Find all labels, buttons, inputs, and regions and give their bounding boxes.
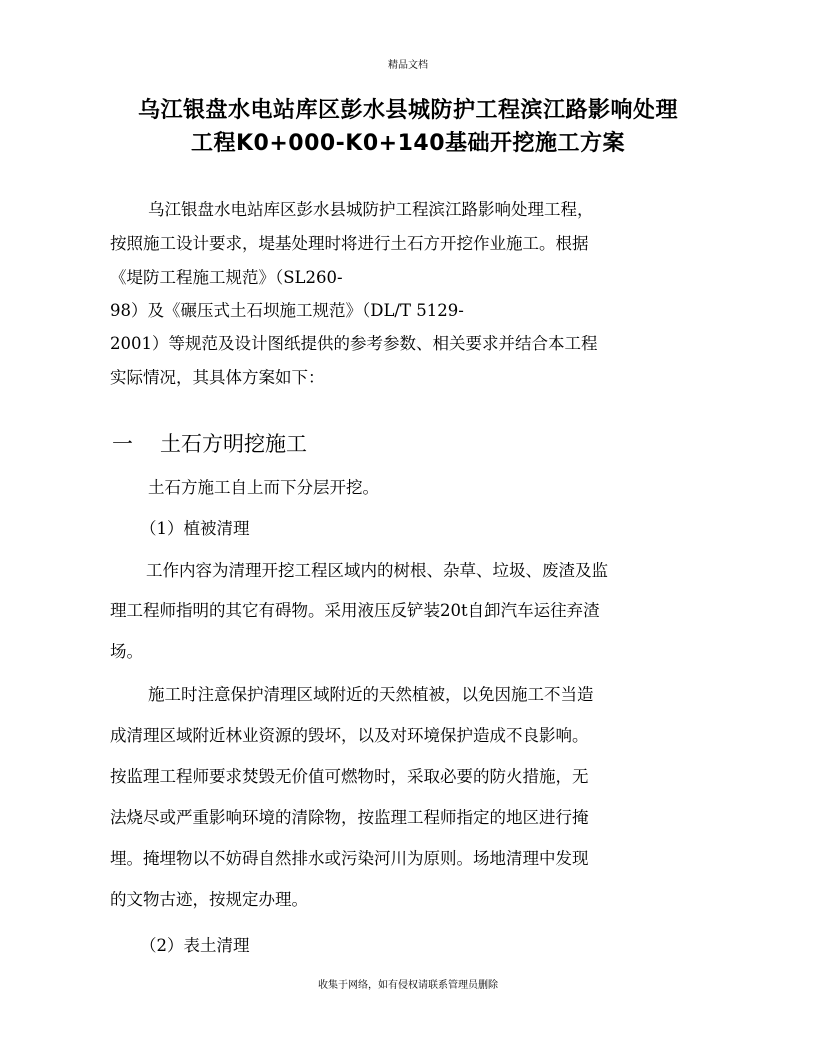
section-intro: 土石方施工自上而下分层开挖。 xyxy=(148,478,379,497)
paragraph-2-line: 按监理工程师要求焚毁无价值可燃物时，采取必要的防火措施，无 xyxy=(110,767,589,786)
paragraph-2-line: 法烧尽或严重影响环境的清除物，按监理工程师指定的地区进行掩 xyxy=(110,808,589,827)
paragraph-2-line: 成清理区域附近林业资源的毁坏，以及对环境保护造成不良影响。 xyxy=(110,726,589,745)
intro-line: 《堤防工程施工规范》（SL260- xyxy=(110,268,343,287)
page-header: 精品文档 xyxy=(388,60,428,71)
section-number: 一 xyxy=(112,432,133,456)
section-title: 土石方明挖施工 xyxy=(160,432,307,456)
intro-line: 乌江银盘水电站库区彭水县城防护工程滨江路影响处理工程， xyxy=(148,200,594,219)
paragraph-2-line: 的文物古迹，按规定办理。 xyxy=(110,890,308,909)
paragraph-2-line: 埋。掩埋物以不妨碍自然排水或污染河川为原则。场地清理中发现 xyxy=(110,849,589,868)
document-title-line-1: 乌江银盘水电站库区彭水县城防护工程滨江路影响处理 xyxy=(137,98,678,123)
section-heading xyxy=(112,428,307,458)
intro-line: 98）及《碾压式土石坝施工规范》（DL/T 5129- xyxy=(110,301,464,320)
paragraph-2-line: 施工时注意保护清理区域附近的天然植被，以免因施工不当造 xyxy=(148,685,594,704)
document-title-line-2: 工程K0+000-K0+140基础开挖施工方案 xyxy=(190,131,626,156)
intro-line: 按照施工设计要求，堤基处理时将进行土石方开挖作业施工。根据 xyxy=(110,234,589,253)
paragraph-1-line: 工作内容为清理开挖工程区域内的树根、杂草、垃圾、废渣及监 xyxy=(146,561,608,580)
page-footer: 收集于网络，如有侵权请联系管理员删除 xyxy=(318,980,498,991)
intro-line: 2001）等规范及设计图纸提供的参考参数、相关要求并结合本工程 xyxy=(110,334,598,353)
paragraph-1-line: 理工程师指明的其它有碍物。采用液压反铲装20t自卸汽车运往弃渣 xyxy=(110,601,600,620)
subsection-heading-1: （1）植被清理 xyxy=(140,519,250,538)
intro-line: 实际情况，其具体方案如下： xyxy=(110,368,325,387)
subsection-heading-2: （2）表土清理 xyxy=(140,936,250,955)
paragraph-1-line: 场。 xyxy=(110,642,143,661)
